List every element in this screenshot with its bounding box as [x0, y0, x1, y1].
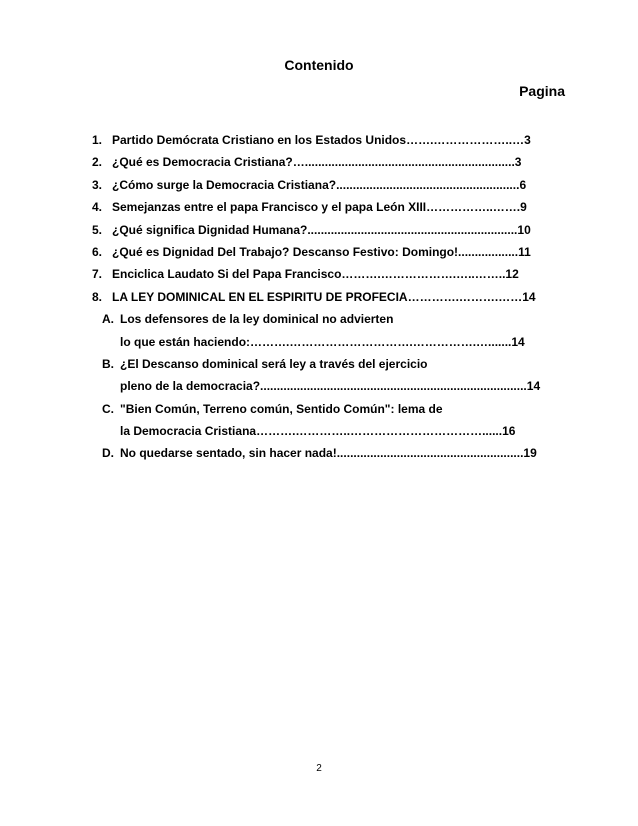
toc-entry-text: Partido Demócrata Cristiano en los Estados Unidos…….………………..…3 [112, 133, 531, 147]
toc-entry-3[interactable] [92, 177, 562, 199]
toc-entry-text: ¿Qué significa Dignidad Humana?...............................................................10 [112, 222, 531, 237]
toc-entry-text: ¿Qué es Dignidad Del Trabajo? Descanso Festivo: Domingo!..................11 [112, 244, 531, 259]
toc-entry-text: LA LEY DOMINICAL EN EL ESPIRITU DE PROFECIA………….……….……14 [112, 289, 536, 304]
toc-entry-number: 2. [92, 155, 103, 170]
toc-entry-5[interactable] [92, 222, 562, 244]
page-number: 2 [316, 763, 322, 774]
toc-subentry-letter: A. [102, 312, 114, 327]
toc-subentry-c-continued[interactable] [102, 423, 562, 445]
toc-entry-number: 1. [92, 133, 103, 147]
table-of-contents [92, 132, 562, 468]
toc-entry-number: 4. [92, 200, 103, 215]
toc-entry-1[interactable] [92, 132, 562, 154]
toc-subentry-c[interactable] [102, 401, 562, 423]
toc-subentry-a-continued[interactable] [102, 334, 562, 356]
toc-subentry-text: lo que están haciendo:……….………………………….…………….….......14 [120, 334, 525, 349]
toc-entry-7[interactable] [92, 266, 562, 288]
toc-subentry-d[interactable] [102, 445, 562, 467]
toc-entry-text: Semejanzas entre el papa Francisco y el papa León XIII……………..…….9 [112, 200, 527, 215]
toc-subentry-text: No quedarse sentado, sin hacer nada!........................................................19 [120, 446, 537, 461]
toc-entry-8[interactable] [92, 289, 562, 311]
toc-entry-text: Enciclica Laudato Si del Papa Francisco……….……………….…..……..12 [112, 267, 519, 282]
toc-entry-number: 7. [92, 267, 103, 282]
toc-subentry-text: "Bien Común, Terreno común, Sentido Común": lema de [120, 401, 443, 416]
toc-subentry-letter: C. [102, 401, 114, 416]
toc-entry-4[interactable] [92, 199, 562, 221]
toc-entry-text: ¿Qué es Democracia Cristiana?…...............................................................3 [112, 155, 522, 170]
toc-subentry-text: Los defensores de la ley dominical no advierten [120, 312, 394, 327]
toc-entry-text: ¿Cómo surge la Democracia Cristiana?.......................................................6 [112, 177, 527, 192]
toc-subentry-text: la Democracia Cristiana……….…………..……………………………......16 [120, 424, 516, 439]
page-column-label: Pagina [519, 83, 565, 99]
toc-entry-2[interactable] [92, 154, 562, 176]
toc-subentry-a[interactable] [102, 311, 562, 333]
page-title: Contenido [284, 57, 354, 73]
toc-entry-6[interactable] [92, 244, 562, 266]
toc-subentry-text: ¿El Descanso dominical será ley a través del ejercicio [120, 356, 428, 371]
toc-subentry-text: pleno de la democracia?................................................................................14 [120, 379, 541, 394]
toc-subentry-b-continued[interactable] [102, 378, 562, 400]
toc-entry-number: 3. [92, 177, 103, 192]
toc-entry-number: 5. [92, 222, 103, 237]
toc-subentry-letter: D. [102, 446, 114, 461]
toc-subentry-b[interactable] [102, 356, 562, 378]
toc-subentry-letter: B. [102, 356, 114, 371]
toc-subentries [102, 311, 562, 468]
toc-entry-number: 8. [92, 289, 103, 304]
toc-entry-number: 6. [92, 244, 103, 259]
